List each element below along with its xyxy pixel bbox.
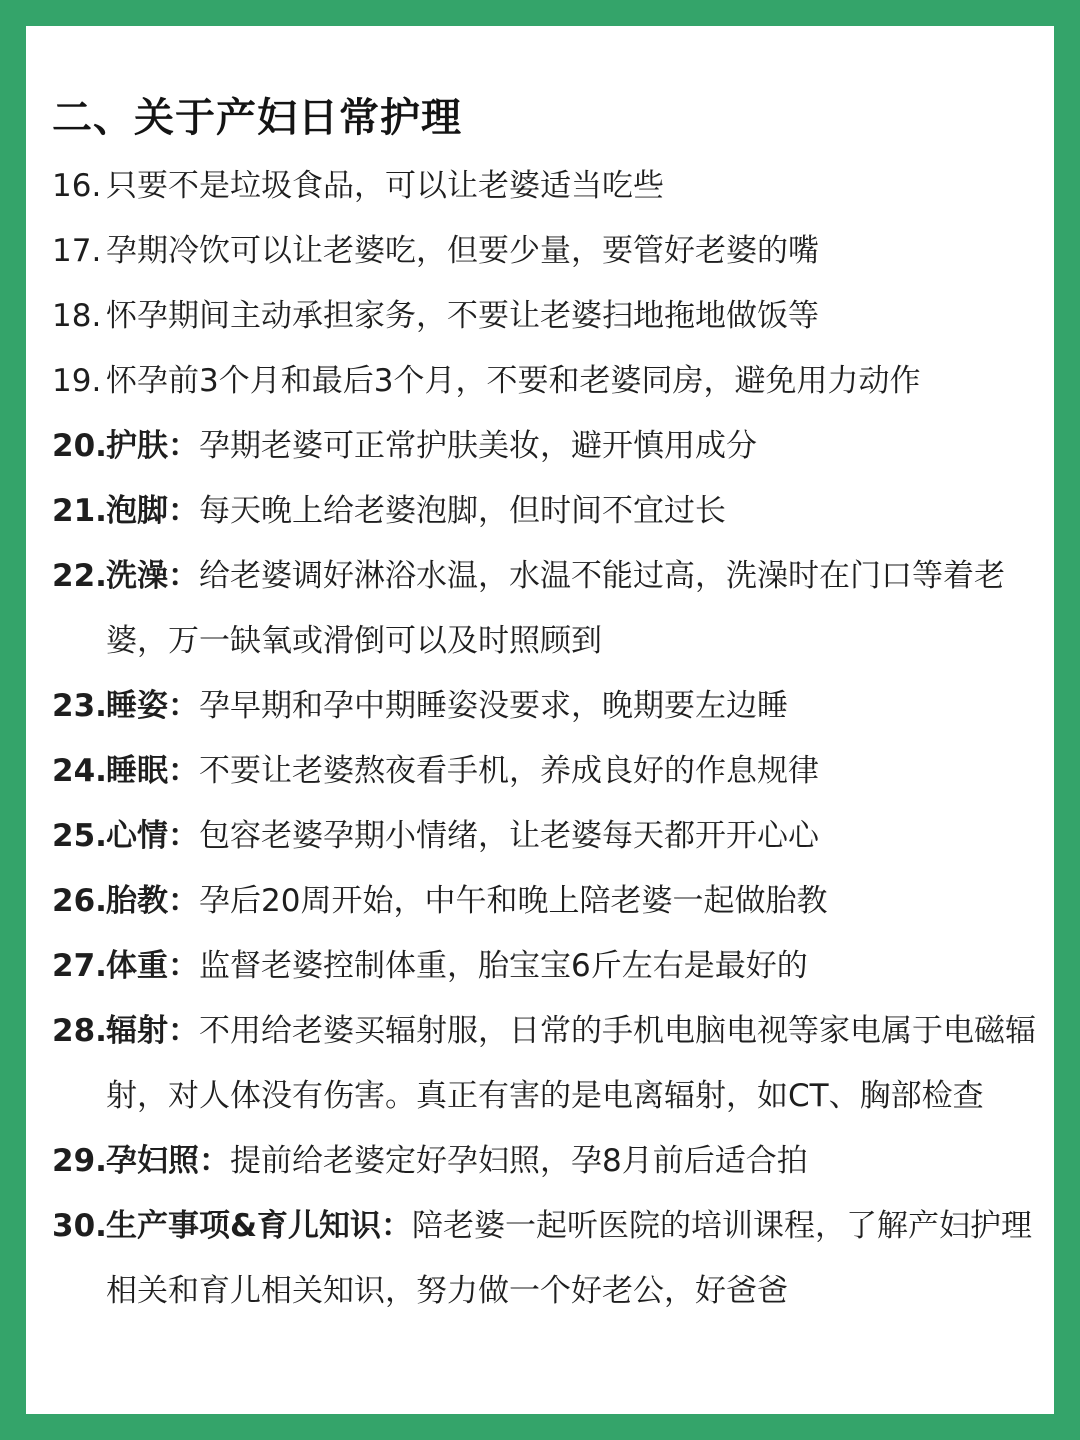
item-keyword: 洗澡： [106, 558, 199, 594]
item-keyword: 睡姿： [106, 688, 199, 724]
item-text: 孕期冷饮可以让老婆吃，但要少量，要管好老婆的嘴 [106, 233, 819, 269]
item-body [106, 869, 1042, 934]
item-number: 25. [52, 818, 107, 854]
list-item [52, 544, 1042, 674]
item-number: 27. [52, 948, 107, 984]
item-keyword: 睡眠： [106, 753, 199, 789]
list-item [52, 1129, 1042, 1194]
item-body [106, 284, 1042, 349]
item-number: 22. [52, 558, 107, 594]
list-item [52, 1194, 1042, 1324]
list-item [52, 934, 1042, 999]
item-text: 怀孕前3个月和最后3个月，不要和老婆同房，避免用力动作 [106, 363, 921, 399]
item-number: 28. [52, 1013, 107, 1049]
item-number: 18. [52, 298, 102, 334]
list-item [52, 414, 1042, 479]
item-text: 提前给老婆定好孕妇照，孕8月前后适合拍 [230, 1143, 808, 1179]
item-body [106, 1194, 1042, 1324]
item-number: 23. [52, 688, 107, 724]
list-item [52, 284, 1042, 349]
item-number: 20. [52, 428, 107, 464]
list-item [52, 869, 1042, 934]
list-item [52, 349, 1042, 414]
list-item [52, 804, 1042, 869]
item-text: 只要不是垃圾食品，可以让老婆适当吃些 [106, 168, 664, 204]
item-keyword: 辐射： [106, 1013, 199, 1049]
item-text: 怀孕期间主动承担家务，不要让老婆扫地拖地做饭等 [106, 298, 819, 334]
item-text: 包容老婆孕期小情绪，让老婆每天都开开心心 [199, 818, 819, 854]
item-keyword: 泡脚： [106, 493, 199, 529]
item-body [106, 674, 1042, 739]
item-text: 孕后20周开始，中午和晚上陪老婆一起做胎教 [199, 883, 828, 919]
item-number: 21. [52, 493, 107, 529]
item-number: 26. [52, 883, 107, 919]
item-body [106, 479, 1042, 544]
item-number: 29. [52, 1143, 107, 1179]
item-keyword: 护肤： [106, 428, 199, 464]
list-item [52, 219, 1042, 284]
item-number: 30. [52, 1208, 107, 1244]
list-item [52, 154, 1042, 219]
item-text: 孕期老婆可正常护肤美妆，避开慎用成分 [199, 428, 757, 464]
item-body [106, 804, 1042, 869]
item-body [106, 934, 1042, 999]
item-keyword: 孕妇照： [106, 1143, 230, 1179]
item-keyword: 胎教： [106, 883, 199, 919]
item-text: 每天晚上给老婆泡脚，但时间不宜过长 [199, 493, 726, 529]
item-text: 孕早期和孕中期睡姿没要求，晚期要左边睡 [199, 688, 788, 724]
item-body [106, 414, 1042, 479]
item-body [106, 544, 1042, 674]
list-item [52, 479, 1042, 544]
item-keyword: 生产事项&育儿知识： [106, 1208, 413, 1244]
list-item [52, 674, 1042, 739]
section-title: 二、关于产妇日常护理 [52, 95, 462, 141]
item-number: 19. [52, 363, 102, 399]
item-text: 不用给老婆买辐射服，日常的手机电脑电视等家电属于电磁辐射，对人体没有伤害。真正有害的是电离辐射，如CT、胸部检查 [106, 1013, 1036, 1114]
item-body [106, 1129, 1042, 1194]
item-text: 监督老婆控制体重，胎宝宝6斤左右是最好的 [199, 948, 808, 984]
item-text: 不要让老婆熬夜看手机，养成良好的作息规律 [199, 753, 819, 789]
item-body [106, 739, 1042, 804]
item-text: 给老婆调好淋浴水温，水温不能过高，洗澡时在门口等着老婆，万一缺氧或滑倒可以及时照顾到 [106, 558, 1005, 659]
item-number: 16. [52, 168, 102, 204]
tips-list [52, 154, 1042, 1324]
item-body [106, 219, 1042, 284]
item-number: 24. [52, 753, 107, 789]
item-body [106, 349, 1042, 414]
list-item [52, 739, 1042, 804]
item-body [106, 154, 1042, 219]
item-keyword: 心情： [106, 818, 199, 854]
item-text: 陪老婆一起听医院的培训课程，了解产妇护理相关和育儿相关知识，努力做一个好老公，好爸爸 [106, 1208, 1033, 1309]
list-item [52, 999, 1042, 1129]
item-keyword: 体重： [106, 948, 199, 984]
content-card [26, 26, 1054, 1414]
item-body [106, 999, 1042, 1129]
item-number: 17. [52, 233, 102, 269]
